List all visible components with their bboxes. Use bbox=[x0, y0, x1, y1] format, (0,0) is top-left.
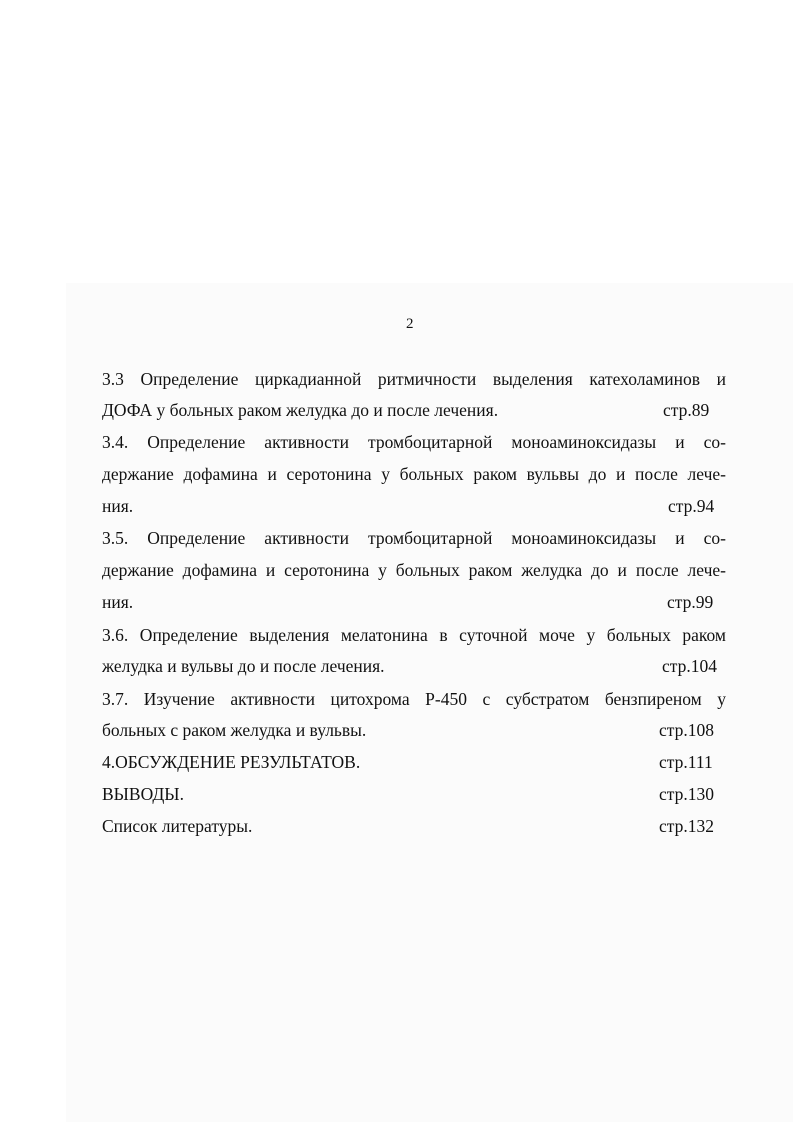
toc-entry-3-4-line-1 bbox=[102, 430, 726, 454]
toc-entry-3-6-line-1 bbox=[102, 623, 726, 647]
toc-page-ref: стр.99 bbox=[667, 592, 714, 612]
toc-line-text: желудка и вульвы до и после лечения. bbox=[102, 656, 385, 676]
toc-page-ref: стр.132 bbox=[659, 816, 715, 836]
toc-line-text: держание дофамина и серотонина у больных раком желудка до и после лече- bbox=[102, 560, 726, 580]
toc-entry-3-4-line-3 bbox=[102, 494, 726, 518]
toc-line-text: 4.ОБСУЖДЕНИЕ РЕЗУЛЬТАТОВ. bbox=[102, 752, 361, 772]
toc-entry-3-6-line-2 bbox=[102, 654, 726, 678]
toc-page-ref: стр.94 bbox=[668, 496, 715, 516]
toc-page-ref: стр.130 bbox=[659, 784, 715, 804]
toc-line-text: Список литературы. bbox=[102, 816, 253, 836]
toc-line-text: 3.6. Определение выделения мелатонина в суточной моче у больных раком bbox=[102, 625, 726, 645]
toc-line-text: 3.7. Изучение активности цитохрома Р-450 с субстратом бензпиреном у bbox=[102, 689, 726, 709]
toc-entry-3-4-line-2 bbox=[102, 462, 726, 486]
toc-entry-references bbox=[102, 814, 726, 838]
toc-entry-3-3-line-1 bbox=[102, 367, 726, 391]
page-number: 2 bbox=[406, 316, 414, 332]
toc-entry-conclusions bbox=[102, 782, 726, 806]
toc-line-text: ВЫВОДЫ. bbox=[102, 784, 184, 804]
toc-line-text: держание дофамина и серотонина у больных раком вульвы до и после лече- bbox=[102, 464, 726, 484]
toc-entry-3-5-line-3 bbox=[102, 590, 726, 614]
toc-entry-4 bbox=[102, 750, 726, 774]
toc-line-text: 3.3 Определение циркадианной ритмичности выделения катехоламинов и bbox=[102, 369, 726, 389]
toc-entry-3-5-line-2 bbox=[102, 558, 726, 582]
toc-line-text: ния. bbox=[102, 496, 134, 516]
toc-entry-3-5-line-1 bbox=[102, 526, 726, 550]
toc-line-text: ДОФА у больных раком желудка до и после лечения. bbox=[102, 400, 499, 420]
toc-page-ref: стр.104 bbox=[662, 656, 718, 676]
toc-line-text: ния. bbox=[102, 592, 134, 612]
toc-line-text: 3.4. Определение активности тромбоцитарной моноаминоксидазы и со- bbox=[102, 432, 726, 452]
toc-entry-3-7-line-1 bbox=[102, 687, 726, 711]
toc-page-ref: стр.108 bbox=[659, 720, 715, 740]
toc-entry-3-3-line-2 bbox=[102, 398, 726, 422]
toc-line-text: больных с раком желудка и вульвы. bbox=[102, 720, 367, 740]
toc-line-text: 3.5. Определение активности тромбоцитарной моноаминоксидазы и со- bbox=[102, 528, 726, 548]
toc-entry-3-7-line-2 bbox=[102, 718, 726, 742]
toc-page-ref: стр.111 bbox=[659, 752, 713, 772]
toc-page-ref: стр.89 bbox=[663, 400, 710, 420]
